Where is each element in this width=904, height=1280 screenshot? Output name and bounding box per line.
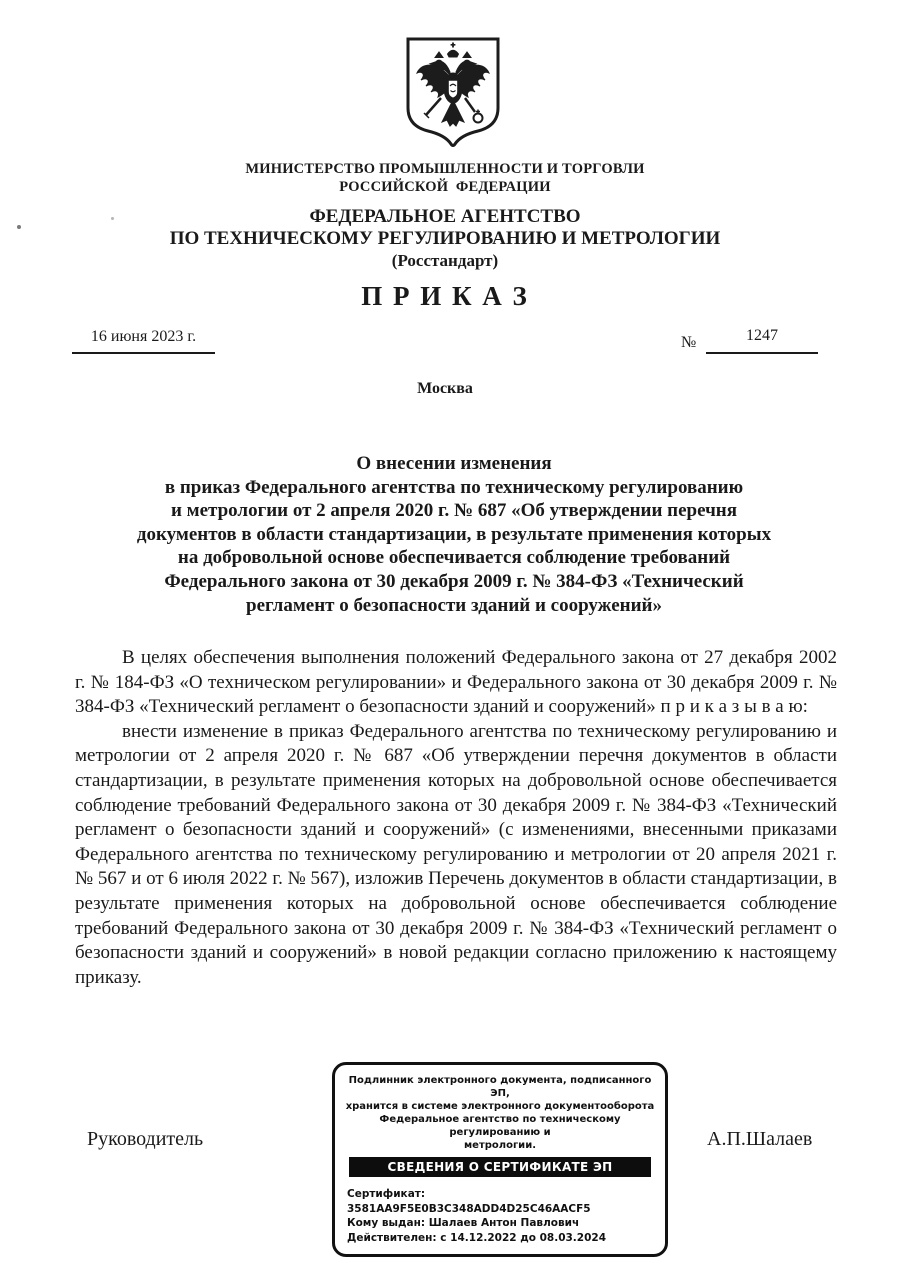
city-label: Москва <box>417 380 473 397</box>
ministry-name-line2: РОССИЙСКОЙ ФЕДЕРАЦИИ <box>339 179 551 195</box>
certificate-field <box>347 1216 658 1231</box>
electronic-signature-stamp <box>332 1062 668 1257</box>
agency-short-name: (Росстандарт) <box>391 251 499 270</box>
order-title-line: в приказ Федерального агентства по техническому регулированию <box>164 476 744 498</box>
certificate-info-bar: СВЕДЕНИЯ О СЕРТИФИКАТЕ ЭП <box>349 1157 651 1177</box>
certificate-field <box>347 1231 658 1246</box>
body-paragraph-preamble: В целях обеспечения выполнения положений Федерального закона от 27 декабря 2002 г. № 184-ФЗ «О техническом регулировании» и Федерального закона от 30 декабря 2009 г. № 384-ФЗ «Технический регламент о безопасности зданий и сооружений» п р и к а з ы в а ю: <box>75 647 837 718</box>
certificate-field-label: Кому выдан: <box>347 1217 426 1229</box>
order-title-line: Федерального закона от 30 декабря 2009 г. № 384-ФЗ «Технический <box>164 570 744 592</box>
order-title-line: документов в области стандартизации, в результате применения которых <box>136 523 772 545</box>
order-title-line: регламент о безопасности зданий и сооружений» <box>246 594 662 616</box>
order-title-line: и метрологии от 2 апреля 2020 г. № 687 «Об утверждении перечня <box>170 500 738 522</box>
order-title-line: О внесении изменения <box>356 453 552 474</box>
stamp-header-line: хранится в системе электронного документооборота <box>345 1101 655 1112</box>
body-paragraph-directive: внести изменение в приказ Федерального агентства по техническому регулированию и метрологии от 2 апреля 2020 г. № 687 «Об утверждении перечня документов в области стандартизации, в результате применения которых на добровольной основе обеспечивается соблюдение требований Федерального закона от 30 декабря 2009 г. № 384-ФЗ «Технический регламент о безопасности зданий и сооружений» (с изменениями, внесенными приказами Федерального агентства по техническому регулированию и метрологии от 20 апреля 2021 г. № 567 и от 6 июля 2022 г. № 567), изложив Перечень документов в области стандартизации, в результате применения которых на добровольной основе обеспечивается соблюдение требований Федерального закона от 30 декабря 2009 г. № 384-ФЗ «Технический регламент о безопасности зданий и сооружений» в новой редакции согласно приложению к настоящему приказу. <box>75 720 837 988</box>
number-sign: № <box>681 334 697 351</box>
signer-position-label: Руководитель <box>87 1128 204 1150</box>
order-title <box>70 452 838 617</box>
certificate-field-value: 3581AA9F5E0B3C348ADD4D25C46AACF5 <box>347 1202 591 1215</box>
scan-speck <box>17 225 21 229</box>
stamp-header-line: Федеральное агентство по техническому регулированию и <box>379 1114 621 1138</box>
stamp-header-line: метрологии. <box>463 1140 536 1151</box>
certificate-field-label: Сертификат: <box>347 1188 426 1200</box>
certificate-field-value: с 14.12.2022 до 08.03.2024 <box>440 1231 607 1244</box>
certificate-field-value: Шалаев Антон Павлович <box>428 1217 580 1229</box>
signer-name: А.П.Шалаев <box>707 1128 813 1150</box>
order-title-line: на добровольной основе обеспечивается соблюдение требований <box>177 547 731 569</box>
document-number: 1247 <box>706 327 818 354</box>
document-type-heading: П Р И К А З <box>361 281 529 311</box>
scan-speck <box>111 217 114 220</box>
document-date: 16 июня 2023 г. <box>72 328 215 354</box>
certificate-field <box>347 1187 658 1216</box>
ministry-name-line1: МИНИСТЕРСТВО ПРОМЫШЛЕННОСТИ И ТОРГОВЛИ <box>245 161 645 177</box>
agency-name-line2: ПО ТЕХНИЧЕСКОМУ РЕГУЛИРОВАНИЮ И МЕТРОЛОГИИ <box>169 228 721 249</box>
agency-name-line1: ФЕДЕРАЛЬНОЕ АГЕНТСТВО <box>309 206 581 227</box>
order-body <box>75 646 837 990</box>
certificate-field-label: Действителен: <box>347 1231 437 1244</box>
stamp-header-line: Подлинник электронного документа, подписанного ЭП, <box>348 1075 652 1099</box>
russia-coat-of-arms-icon <box>401 36 505 148</box>
